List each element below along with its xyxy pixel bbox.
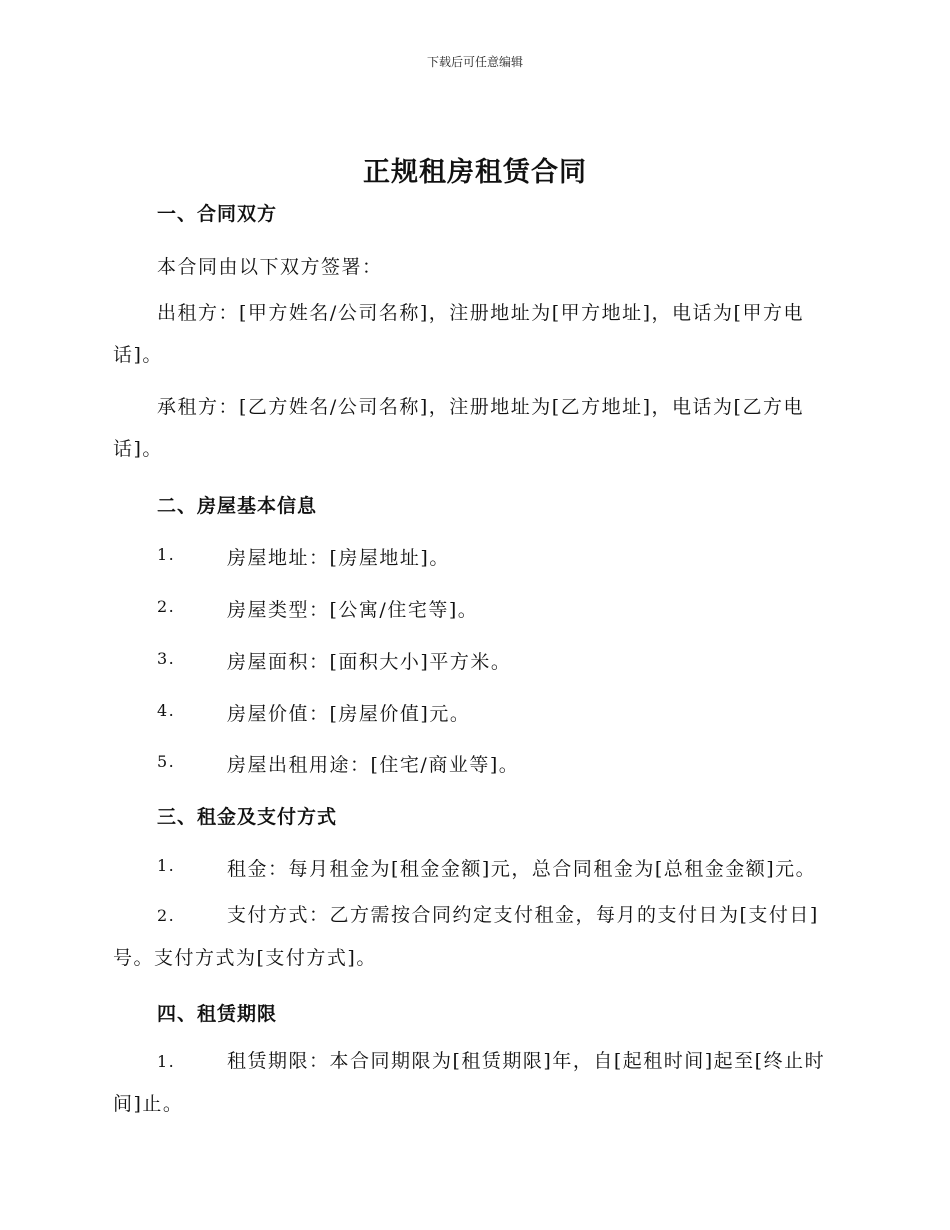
list-text: 租赁期限：本合同期限为[租赁期限]年，自[起租时间]起至[终止时间]止。 bbox=[113, 1050, 826, 1115]
section-heading-term: 四、租赁期限 bbox=[157, 1003, 278, 1025]
list-number: 1. bbox=[157, 1052, 176, 1071]
list-number: 2. bbox=[157, 906, 176, 925]
document-title: 正规租房租赁合同 bbox=[363, 157, 587, 188]
lessor-paragraph: 出租方：[甲方姓名/公司名称]，注册地址为[甲方地址]，电话为[甲方电话]。 bbox=[113, 302, 804, 366]
section-heading-rent: 三、租金及支付方式 bbox=[157, 806, 338, 828]
list-number: 4. bbox=[157, 701, 176, 720]
contract-intro: 本合同由以下双方签署： bbox=[157, 256, 383, 278]
list-text: 房屋类型：[公寓/住宅等]。 bbox=[227, 599, 479, 621]
list-item bbox=[113, 1040, 833, 1125]
list-item bbox=[113, 894, 833, 979]
list-number: 5. bbox=[157, 752, 176, 771]
list-number: 3. bbox=[157, 649, 176, 668]
list-number: 2. bbox=[157, 597, 176, 616]
list-text: 房屋面积：[面积大小]平方米。 bbox=[227, 651, 512, 673]
section-heading-property: 二、房屋基本信息 bbox=[157, 495, 318, 517]
header-note: 下载后可任意编辑 bbox=[426, 55, 523, 69]
list-text: 房屋出租用途：[住宅/商业等]。 bbox=[227, 754, 520, 776]
list-number: 1. bbox=[157, 545, 176, 564]
list-number: 1. bbox=[157, 856, 176, 875]
list-text: 租金：每月租金为[租金金额]元，总合同租金为[总租金金额]元。 bbox=[227, 858, 817, 880]
list-text: 房屋价值：[房屋价值]元。 bbox=[227, 703, 471, 725]
lessee-paragraph: 承租方：[乙方姓名/公司名称]，注册地址为[乙方地址]，电话为[乙方电话]。 bbox=[113, 396, 804, 460]
section-heading-parties: 一、合同双方 bbox=[157, 203, 278, 225]
list-text: 房屋地址：[房屋地址]。 bbox=[227, 547, 450, 569]
list-text: 支付方式：乙方需按合同约定支付租金，每月的支付日为[支付日]号。支付方式为[支付方式]。 bbox=[113, 904, 819, 969]
